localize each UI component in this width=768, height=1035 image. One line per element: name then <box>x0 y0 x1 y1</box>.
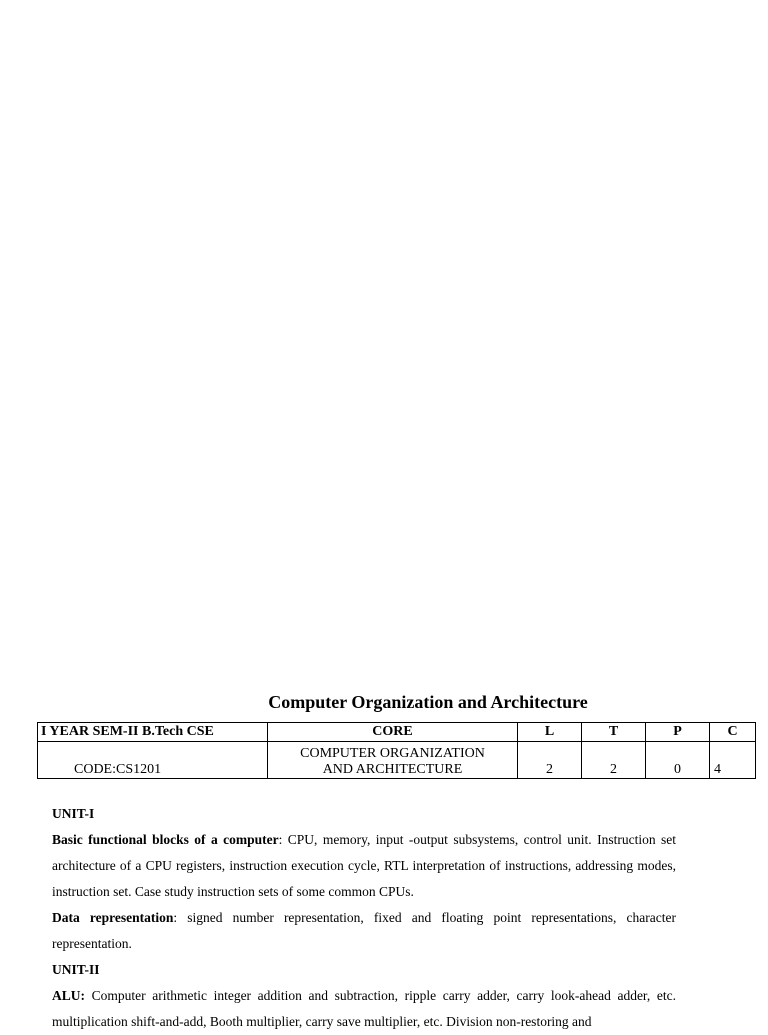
paragraph <box>52 983 676 1035</box>
course-name-line2: AND ARCHITECTURE <box>322 762 463 777</box>
topic-lead: Basic functional blocks of a computer <box>52 832 279 847</box>
course-name-line1: COMPUTER ORGANIZATION <box>300 746 485 761</box>
lecture-value-cell: 2 <box>518 742 582 779</box>
topic-lead: Data representation <box>52 910 174 925</box>
tutorial-header-cell: T <box>582 723 646 742</box>
practical-value-cell: 0 <box>646 742 710 779</box>
topic-text: Computer arithmetic integer addition and subtraction, ripple carry adder, carry look-ahead adder, etc. multiplication shift-and-add, Booth multiplier, carry save multiplier, etc. Division non-restoring and <box>52 988 676 1029</box>
syllabus-content <box>52 801 676 1035</box>
year-semester-cell: I YEAR SEM-II B.Tech CSE <box>38 723 268 742</box>
category-cell: CORE <box>268 723 518 742</box>
credits-header-cell: C <box>710 723 756 742</box>
course-code-cell: CODE:CS1201 <box>38 742 268 779</box>
topic-text: : CPU, memory, input -output subsystems, control unit. Instruction set architecture of a CPU registers, instruction execution cycle, RTL interpretation of instructions, addressing modes, instruction set. Case study instruction sets of some common CPUs. <box>52 832 676 899</box>
practical-header-cell: P <box>646 723 710 742</box>
unit-heading: UNIT-II <box>52 962 100 977</box>
document-title: Computer Organization and Architecture <box>268 692 588 712</box>
course-name-cell <box>268 742 518 779</box>
topic-lead: ALU: <box>52 988 85 1003</box>
lecture-header-cell: L <box>518 723 582 742</box>
topic-text: : signed number representation, fixed and floating point representations, character representation. <box>52 910 676 951</box>
table-header-row <box>38 723 756 742</box>
paragraph <box>52 827 676 905</box>
table-row <box>38 742 756 779</box>
tutorial-value-cell: 2 <box>582 742 646 779</box>
paragraph <box>52 905 676 957</box>
credits-value-cell: 4 <box>710 742 756 779</box>
unit-heading: UNIT-I <box>52 806 95 821</box>
course-info-table <box>37 722 756 779</box>
